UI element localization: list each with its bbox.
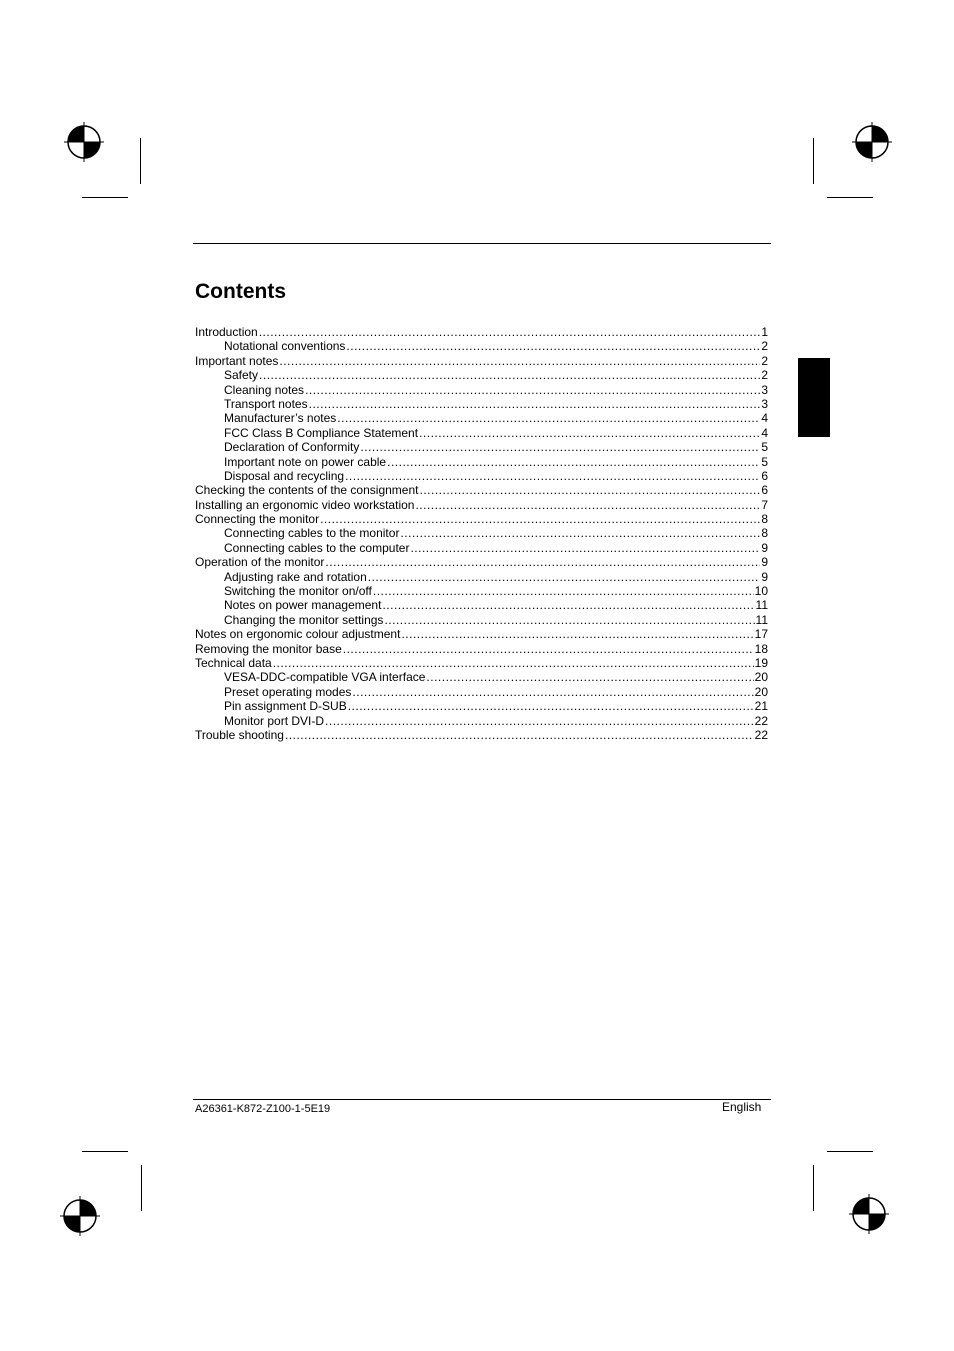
toc-dot-leader (305, 383, 760, 397)
crop-line-top-right-horizontal (827, 197, 873, 198)
toc-entry-title: Checking the contents of the consignment (195, 483, 419, 498)
toc-entry-page-number: 3 (761, 382, 768, 397)
toc-entry-page-number: 5 (761, 454, 768, 469)
toc-entry[interactable] (195, 642, 768, 656)
toc-dot-leader (279, 354, 760, 368)
toc-dot-leader (345, 469, 760, 483)
toc-entry[interactable] (195, 526, 768, 540)
toc-entry[interactable] (195, 584, 768, 598)
toc-dot-leader (348, 699, 754, 713)
toc-entry[interactable] (195, 469, 768, 483)
toc-dot-leader (325, 714, 754, 728)
toc-entry-page-number: 22 (754, 713, 768, 728)
toc-entry[interactable] (195, 512, 768, 526)
header-rule (193, 243, 771, 244)
toc-entry-title: Connecting the monitor (195, 512, 320, 527)
toc-entry-title: Connecting cables to the computer (224, 540, 410, 555)
toc-entry[interactable] (195, 541, 768, 555)
toc-entry[interactable] (195, 426, 768, 440)
toc-entry-page-number: 4 (761, 411, 768, 426)
toc-entry[interactable] (195, 627, 768, 641)
toc-dot-leader (343, 642, 754, 656)
crop-line-bottom-right-horizontal (827, 1151, 873, 1152)
toc-entry[interactable] (195, 685, 768, 699)
table-of-contents (195, 325, 768, 742)
toc-entry-title: Notational conventions (224, 339, 346, 354)
toc-dot-leader (373, 584, 754, 598)
registration-mark-bottom-left-icon (60, 1196, 100, 1236)
toc-entry-page-number: 18 (754, 641, 768, 656)
toc-dot-leader (285, 728, 754, 742)
toc-dot-leader (400, 526, 760, 540)
toc-entry-title: Cleaning notes (224, 382, 305, 397)
toc-entry-page-number: 2 (761, 368, 768, 383)
toc-entry-page-number: 1 (761, 325, 768, 339)
toc-entry-title: Removing the monitor base (195, 641, 342, 656)
toc-entry[interactable] (195, 498, 768, 512)
toc-entry-title: Declaration of Conformity (224, 440, 360, 455)
toc-dot-leader (309, 397, 761, 411)
toc-dot-leader (387, 455, 760, 469)
toc-entry[interactable] (195, 411, 768, 425)
crop-line-top-right-vertical (813, 138, 814, 184)
footer-language: English (722, 1100, 762, 1114)
toc-dot-leader (360, 440, 760, 454)
toc-entry[interactable] (195, 368, 768, 382)
toc-dot-leader (419, 426, 760, 440)
toc-entry[interactable] (195, 397, 768, 411)
toc-entry-title: Preset operating modes (224, 684, 352, 699)
footer-rule (193, 1099, 771, 1100)
toc-entry-page-number: 20 (754, 684, 768, 699)
toc-entry-page-number: 9 (761, 540, 768, 555)
toc-entry-title: Operation of the monitor (195, 555, 325, 570)
toc-entry-page-number: 11 (755, 598, 768, 613)
toc-dot-leader (320, 512, 760, 526)
toc-dot-leader (259, 368, 760, 382)
toc-entry-title: Introduction (195, 325, 258, 339)
toc-entry[interactable] (195, 383, 768, 397)
crop-line-top-left-vertical (140, 138, 141, 184)
toc-entry-title: Notes on power management (224, 598, 382, 613)
toc-entry-page-number: 6 (761, 468, 768, 483)
toc-entry-title: Important notes (195, 353, 279, 368)
toc-entry-page-number: 2 (761, 353, 768, 368)
toc-dot-leader (346, 339, 760, 353)
toc-entry-page-number: 17 (754, 627, 768, 642)
registration-mark-bottom-right-icon (849, 1194, 889, 1234)
toc-entry-title: Notes on ergonomic colour adjustment (195, 627, 401, 642)
language-thumb-tab (798, 358, 830, 437)
toc-entry-title: Manufacturer’s notes (224, 411, 337, 426)
toc-entry-page-number: 6 (761, 483, 768, 498)
toc-entry-page-number: 8 (761, 512, 768, 527)
toc-entry[interactable] (195, 656, 768, 670)
toc-entry-title: FCC Class B Compliance Statement (224, 425, 419, 440)
toc-entry-title: Switching the monitor on/off (224, 584, 372, 599)
toc-entry-title: Connecting cables to the monitor (224, 526, 400, 541)
toc-entry-title: Changing the monitor settings (224, 612, 384, 627)
footer-document-number: A26361-K872-Z100-1-5E19 (195, 1103, 331, 1115)
toc-entry-page-number: 10 (754, 584, 768, 599)
toc-entry-page-number: 5 (761, 440, 768, 455)
toc-entry-title: Important note on power cable (224, 454, 387, 469)
toc-entry-title: VESA-DDC-compatible VGA interface (224, 670, 426, 685)
toc-dot-leader (337, 411, 760, 425)
toc-dot-leader (419, 483, 760, 497)
crop-line-bottom-left-vertical (141, 1165, 142, 1211)
toc-entry-page-number: 20 (754, 670, 768, 685)
toc-entry[interactable] (195, 728, 768, 742)
registration-mark-top-left-icon (64, 122, 104, 162)
toc-entry-page-number: 9 (761, 569, 768, 584)
toc-entry-title: Safety (224, 368, 259, 383)
toc-entry[interactable] (195, 714, 768, 728)
toc-entry-title: Trouble shooting (195, 727, 284, 742)
page-title: Contents (195, 280, 286, 303)
toc-entry-page-number: 8 (761, 526, 768, 541)
toc-entry-page-number: 11 (755, 612, 768, 627)
registration-mark-top-right-icon (852, 122, 892, 162)
toc-entry-page-number: 9 (761, 555, 768, 570)
toc-dot-leader (273, 656, 754, 670)
crop-line-top-left-horizontal (82, 197, 128, 198)
toc-entry-page-number: 22 (754, 727, 768, 742)
toc-dot-leader (415, 498, 760, 512)
toc-entry[interactable] (195, 339, 768, 353)
toc-entry[interactable] (195, 598, 768, 612)
toc-entry[interactable] (195, 440, 768, 454)
toc-entry-page-number: 21 (754, 699, 768, 714)
toc-entry-title: Disposal and recycling (224, 468, 345, 483)
toc-dot-leader (384, 613, 754, 627)
toc-entry[interactable] (195, 455, 768, 469)
toc-dot-leader (325, 555, 760, 569)
toc-entry[interactable] (195, 670, 768, 684)
toc-entry[interactable] (195, 570, 768, 584)
toc-entry-page-number: 3 (761, 396, 768, 411)
toc-entry[interactable] (195, 325, 768, 339)
toc-dot-leader (401, 627, 753, 641)
toc-entry[interactable] (195, 613, 768, 627)
toc-entry[interactable] (195, 483, 768, 497)
crop-line-bottom-left-horizontal (82, 1151, 128, 1152)
toc-entry-title: Pin assignment D-SUB (224, 699, 347, 714)
toc-entry-page-number: 7 (761, 497, 768, 512)
toc-entry-title: Technical data (195, 655, 272, 670)
toc-entry-title: Monitor port DVI-D (224, 713, 325, 728)
toc-dot-leader (259, 325, 761, 339)
toc-dot-leader (368, 570, 761, 584)
toc-entry[interactable] (195, 354, 768, 368)
toc-entry-page-number: 2 (761, 339, 768, 354)
toc-entry-page-number: 4 (761, 425, 768, 440)
toc-entry[interactable] (195, 699, 768, 713)
toc-entry-title: Transport notes (224, 396, 308, 411)
toc-entry-page-number: 19 (754, 655, 768, 670)
toc-dot-leader (410, 541, 760, 555)
toc-entry[interactable] (195, 555, 768, 569)
toc-entry-title: Installing an ergonomic video workstation (195, 497, 415, 512)
toc-dot-leader (426, 670, 753, 684)
toc-dot-leader (352, 685, 753, 699)
crop-line-bottom-right-vertical (813, 1165, 814, 1211)
toc-entry-title: Adjusting rake and rotation (224, 569, 367, 584)
toc-dot-leader (382, 598, 754, 612)
